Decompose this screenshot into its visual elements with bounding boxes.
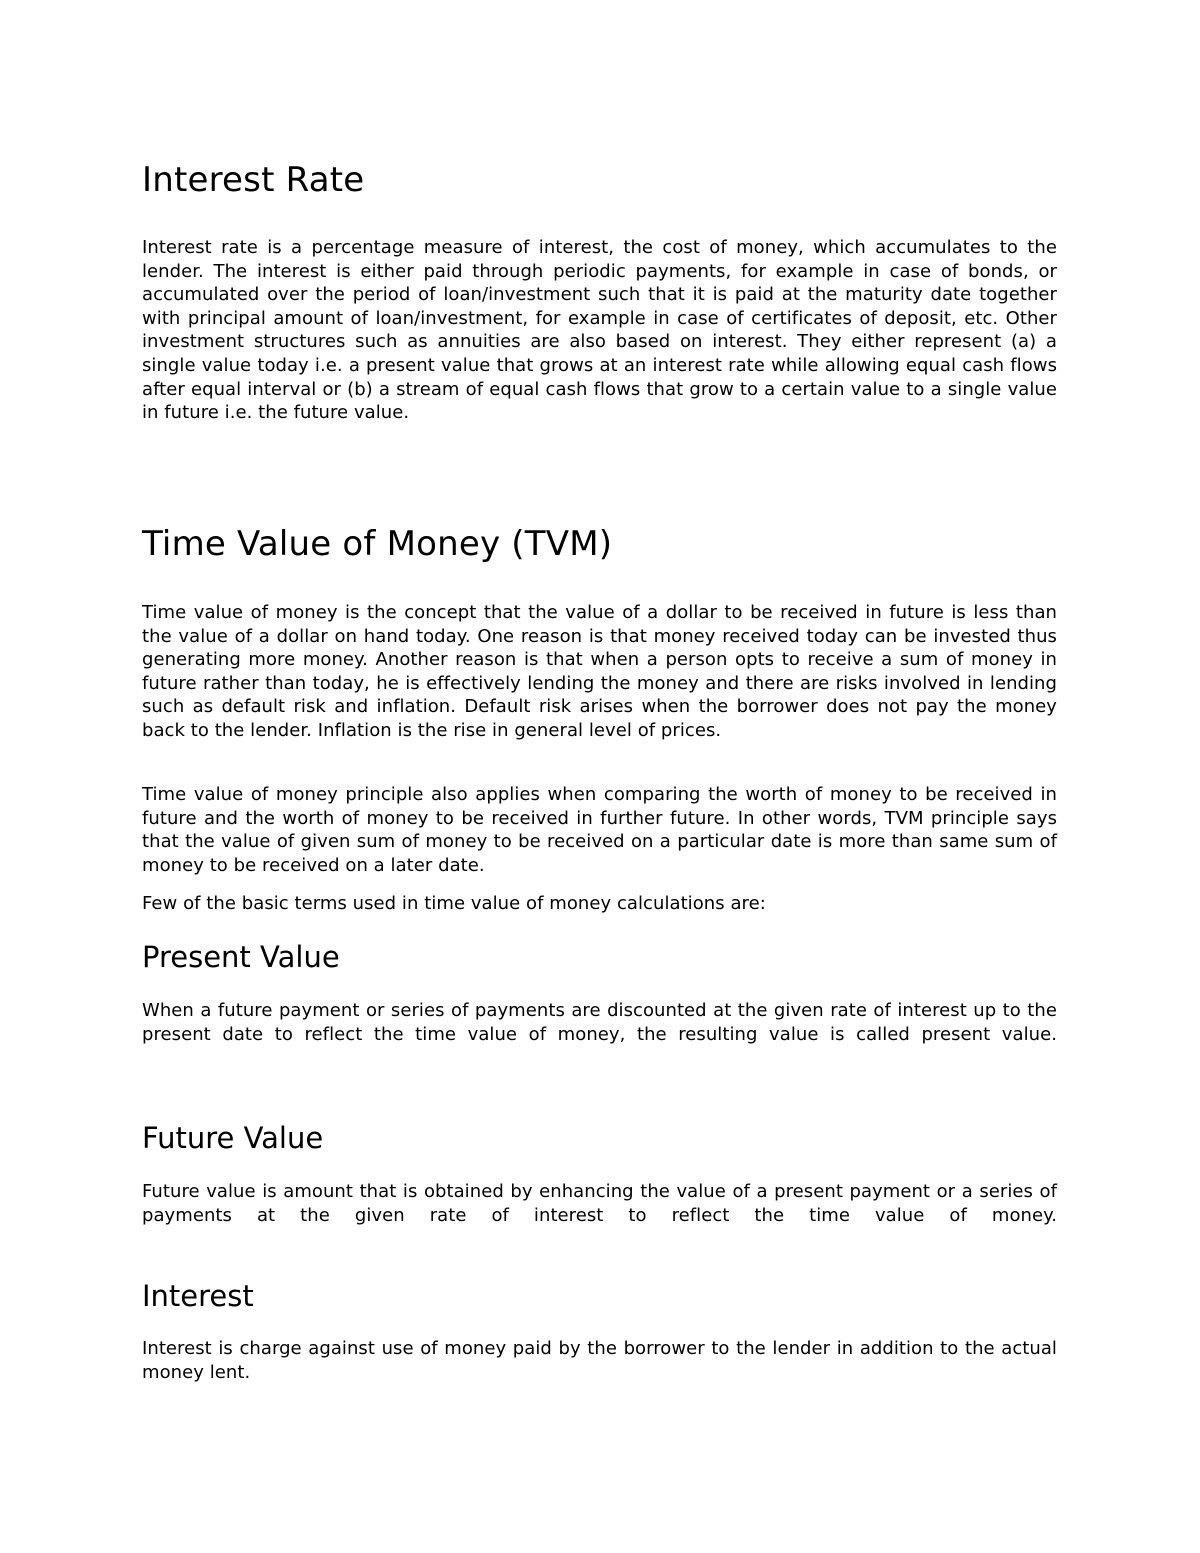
section-present-value-body	[142, 999, 1057, 1046]
section-tvm	[142, 524, 1057, 564]
paragraph-tvm-1: Time value of money is the concept that the value of a dollar to be received in future is less than the value of a dollar on hand today. One reason is that money received today can be invested thus generating more money. Another reason is that when a person opts to receive a sum of money in future rather than today, he is effectively lending the money and there are risks involved in lending such as default risk and inflation. Default risk arises when the borrower does not pay the money back to the lender. Inflation is the rise in general level of prices.	[142, 602, 1057, 741]
paragraph-present-value: When a future payment or series of payments are discounted at the given rate of interest up to the present date to reflect the time value of money, the resulting value is called present value.	[142, 1000, 1057, 1045]
section-future-value-body	[142, 1180, 1057, 1227]
section-tvm-body-2	[142, 783, 1057, 877]
paragraph-interest: Interest is charge against use of money paid by the borrower to the lender in addition to the actual money lent.	[142, 1338, 1057, 1383]
heading-tvm: Time Value of Money (TVM)	[142, 524, 613, 564]
heading-present-value: Present Value	[142, 940, 340, 974]
section-future-value	[142, 1120, 1057, 1156]
heading-future-value: Future Value	[142, 1121, 324, 1155]
heading-interest: Interest	[142, 1279, 254, 1313]
section-present-value	[142, 939, 1057, 975]
section-interest-rate	[142, 160, 1057, 200]
section-tvm-body-1	[142, 601, 1057, 743]
section-interest-body	[142, 1337, 1057, 1384]
section-interest	[142, 1278, 1057, 1314]
paragraph-future-value: Future value is amount that is obtained by enhancing the value of a present payment or a series of payments at the given rate of interest to reflect the time value of money.	[142, 1181, 1057, 1226]
paragraph-interest-rate: Interest rate is a percentage measure of interest, the cost of money, which accumulates to the lender. The interest is either paid through periodic payments, for example in case of bonds, or accumulated over the period of loan/investment such that it is paid at the maturity date together with principal amount of loan/investment, for example in case of certificates of deposit, etc. Other investment structures such as annuities are also based on interest. They either represent (a) a single value today i.e. a present value that grows at an interest rate while allowing equal cash flows after equal interval or (b) a stream of equal cash flows that grow to a certain value to a single value in future i.e. the future value.	[142, 237, 1057, 424]
paragraph-tvm-2: Time value of money principle also applies when comparing the worth of money to be received in future and the worth of money to be received in further future. In other words, TVM principle says that the value of given sum of money to be received on a particular date is more than same sum of money to be received on a later date.	[142, 784, 1057, 876]
paragraph-tvm-3: Few of the basic terms used in time value of money calculations are:	[142, 893, 766, 914]
section-tvm-body-3	[142, 892, 1057, 916]
section-interest-rate-body	[142, 236, 1057, 425]
heading-interest-rate: Interest Rate	[142, 160, 365, 200]
